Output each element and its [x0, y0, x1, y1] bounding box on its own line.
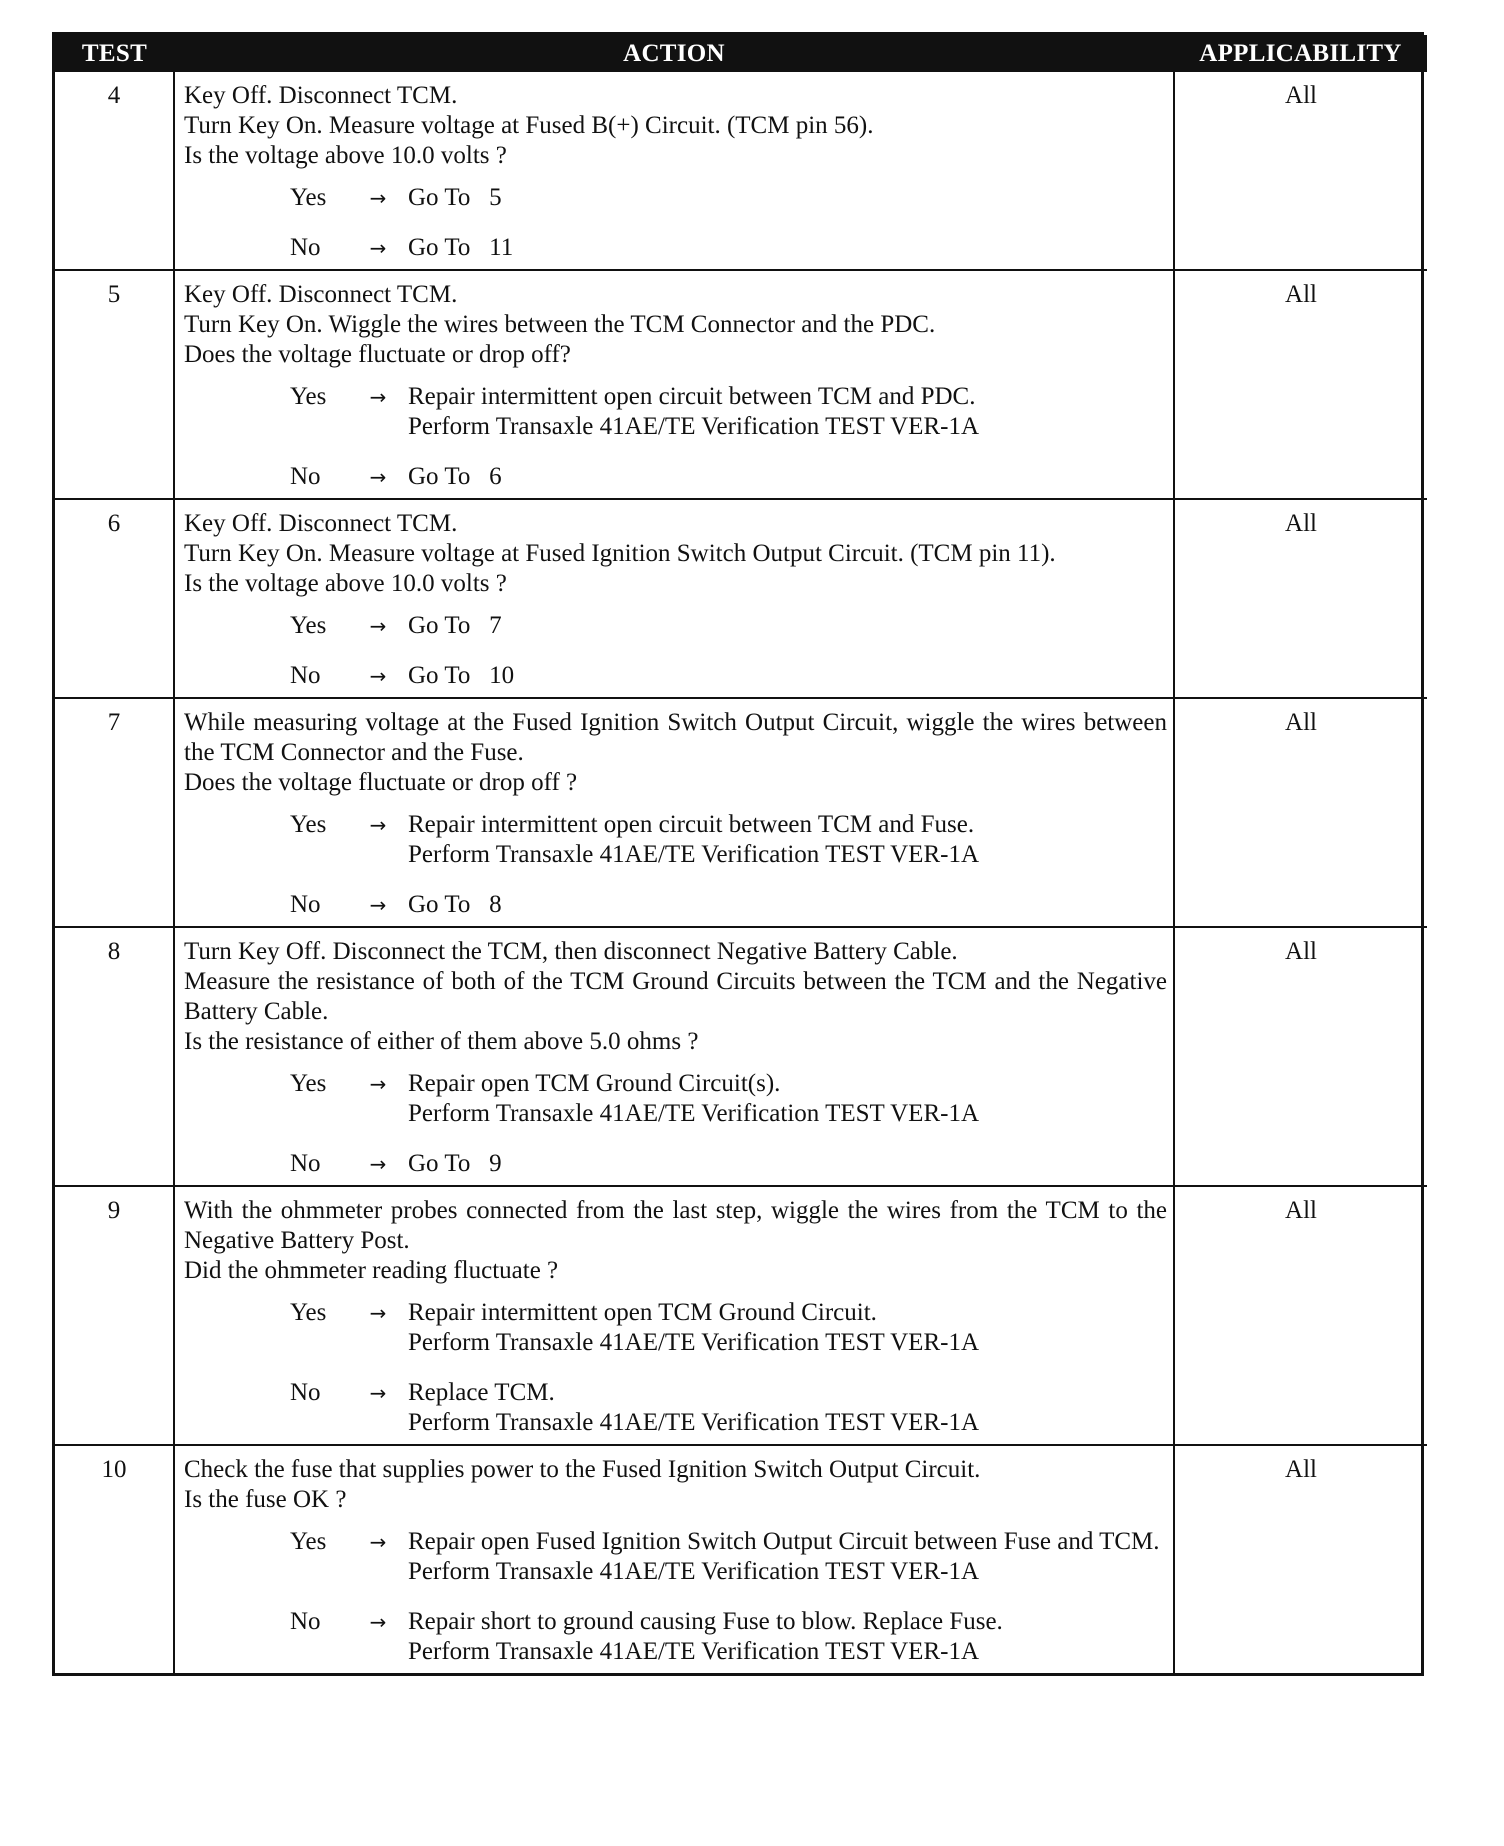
no-result-text	[408, 462, 1167, 492]
no-result-text	[408, 661, 1167, 691]
test-number: 6	[55, 499, 174, 698]
table-row	[55, 698, 1427, 927]
action-text-line: Does the voltage fluctuate or drop off ?	[184, 769, 578, 796]
table-row	[55, 1445, 1427, 1673]
action-text-line: Key Off. Disconnect TCM.	[184, 510, 458, 537]
result-text-line: Go To 10	[408, 662, 515, 689]
no-label: No	[290, 463, 321, 490]
right-arrow-icon: →	[369, 1530, 387, 1554]
no-result-text	[408, 233, 1167, 263]
action-text-line: Turn Key On. Measure voltage at Fused Ignition Switch Output Circuit. (TCM pin 11).	[184, 540, 1056, 567]
result-text-line: Perform Transaxle 41AE/TE Verification TEST VER-1A	[408, 413, 980, 440]
result-branches	[184, 1527, 1167, 1667]
no-label: No	[290, 1379, 321, 1406]
yes-branch	[184, 183, 1167, 213]
no-label: No	[290, 234, 321, 261]
yes-result-text	[408, 183, 1167, 213]
applicability-cell: All	[1174, 1186, 1427, 1445]
no-label: No	[290, 1608, 321, 1635]
result-text-line: Go To 7	[408, 612, 502, 639]
no-branch	[184, 233, 1167, 263]
right-arrow-icon: →	[369, 1381, 387, 1405]
action-cell	[174, 270, 1174, 499]
action-text-line: Key Off. Disconnect TCM.	[184, 281, 458, 308]
result-text-line: Go To 6	[408, 463, 502, 490]
yes-branch	[184, 611, 1167, 641]
table-header-row	[55, 35, 1427, 72]
right-arrow-icon: →	[369, 614, 387, 638]
action-text-line: Turn Key On. Wiggle the wires between the TCM Connector and the PDC.	[184, 311, 936, 338]
action-text-line: Check the fuse that supplies power to the Fused Ignition Switch Output Circuit.	[184, 1456, 981, 1483]
action-text-line: Is the voltage above 10.0 volts ?	[184, 570, 507, 597]
result-text-line: Repair open Fused Ignition Switch Output Circuit between Fuse and TCM.	[408, 1528, 1160, 1555]
result-branches	[184, 810, 1167, 920]
result-branches	[184, 382, 1167, 492]
action-text-line: With the ohmmeter probes connected from the last step, wiggle the wires from the TCM to the Negative Battery Post.	[184, 1197, 1167, 1254]
no-branch	[184, 1378, 1167, 1438]
right-arrow-icon: →	[369, 385, 387, 409]
yes-label: Yes	[290, 1528, 327, 1555]
action-text-line: Is the resistance of either of them above 5.0 ohms ?	[184, 1028, 699, 1055]
right-arrow-icon: →	[369, 186, 387, 210]
table-row	[55, 1186, 1427, 1445]
right-arrow-icon: →	[369, 1072, 387, 1096]
table-row	[55, 927, 1427, 1186]
result-branches	[184, 611, 1167, 691]
yes-label: Yes	[290, 811, 327, 838]
header-test: TEST	[55, 35, 174, 72]
no-result-text	[408, 1149, 1167, 1179]
action-cell	[174, 698, 1174, 927]
yes-branch	[184, 382, 1167, 442]
result-branches	[184, 183, 1167, 263]
applicability-cell: All	[1174, 927, 1427, 1186]
action-text-line: Turn Key On. Measure voltage at Fused B(+) Circuit. (TCM pin 56).	[184, 112, 874, 139]
result-text-line: Go To 5	[408, 184, 502, 211]
result-branches	[184, 1298, 1167, 1438]
yes-branch	[184, 810, 1167, 870]
yes-label: Yes	[290, 1299, 327, 1326]
action-cell	[174, 72, 1174, 270]
no-branch	[184, 1149, 1167, 1179]
right-arrow-icon: →	[369, 664, 387, 688]
yes-result-text	[408, 1069, 1167, 1129]
yes-result-text	[408, 1527, 1167, 1587]
result-text-line: Repair intermittent open TCM Ground Circuit.	[408, 1299, 877, 1326]
right-arrow-icon: →	[369, 893, 387, 917]
test-number: 8	[55, 927, 174, 1186]
yes-branch	[184, 1527, 1167, 1587]
header-applicability: APPLICABILITY	[1174, 35, 1427, 72]
no-branch	[184, 1607, 1167, 1667]
diagnostic-test-table	[55, 35, 1427, 1673]
result-text-line: Perform Transaxle 41AE/TE Verification TEST VER-1A	[408, 1638, 980, 1665]
action-text-line: Does the voltage fluctuate or drop off?	[184, 341, 571, 368]
right-arrow-icon: →	[369, 813, 387, 837]
result-text-line: Perform Transaxle 41AE/TE Verification TEST VER-1A	[408, 1558, 980, 1585]
applicability-cell: All	[1174, 1445, 1427, 1673]
yes-result-text	[408, 382, 1167, 442]
result-text-line: Perform Transaxle 41AE/TE Verification TEST VER-1A	[408, 841, 980, 868]
action-text-line: Measure the resistance of both of the TCM Ground Circuits between the TCM and the Negative Battery Cable.	[184, 968, 1167, 1025]
result-text-line: Go To 11	[408, 234, 514, 261]
result-text-line: Repair intermittent open circuit between TCM and Fuse.	[408, 811, 975, 838]
right-arrow-icon: →	[369, 1610, 387, 1634]
action-text-line: Is the fuse OK ?	[184, 1486, 347, 1513]
result-text-line: Repair open TCM Ground Circuit(s).	[408, 1070, 781, 1097]
result-text-line: Perform Transaxle 41AE/TE Verification TEST VER-1A	[408, 1329, 980, 1356]
action-cell	[174, 1186, 1174, 1445]
no-result-text	[408, 890, 1167, 920]
result-text-line: Repair short to ground causing Fuse to blow. Replace Fuse.	[408, 1608, 1003, 1635]
test-number: 9	[55, 1186, 174, 1445]
no-label: No	[290, 662, 321, 689]
right-arrow-icon: →	[369, 465, 387, 489]
result-text-line: Perform Transaxle 41AE/TE Verification TEST VER-1A	[408, 1409, 980, 1436]
result-text-line: Replace TCM.	[408, 1379, 555, 1406]
yes-result-text	[408, 810, 1167, 870]
yes-label: Yes	[290, 612, 327, 639]
no-label: No	[290, 1150, 321, 1177]
action-cell	[174, 499, 1174, 698]
right-arrow-icon: →	[369, 1301, 387, 1325]
result-branches	[184, 1069, 1167, 1179]
yes-result-text	[408, 1298, 1167, 1358]
yes-result-text	[408, 611, 1167, 641]
test-number: 7	[55, 698, 174, 927]
no-branch	[184, 462, 1167, 492]
action-text-line: Is the voltage above 10.0 volts ?	[184, 142, 507, 169]
action-text-line: Turn Key Off. Disconnect the TCM, then disconnect Negative Battery Cable.	[184, 938, 958, 965]
no-branch	[184, 661, 1167, 691]
result-text-line: Go To 8	[408, 891, 502, 918]
table-row	[55, 72, 1427, 270]
table-body	[55, 72, 1427, 1673]
action-text-line: Key Off. Disconnect TCM.	[184, 82, 458, 109]
result-text-line: Go To 9	[408, 1150, 502, 1177]
yes-label: Yes	[290, 383, 327, 410]
result-text-line: Repair intermittent open circuit between TCM and PDC.	[408, 383, 976, 410]
table-row	[55, 499, 1427, 698]
yes-branch	[184, 1069, 1167, 1129]
applicability-cell: All	[1174, 499, 1427, 698]
applicability-cell: All	[1174, 270, 1427, 499]
action-cell	[174, 1445, 1174, 1673]
yes-branch	[184, 1298, 1167, 1358]
yes-label: Yes	[290, 1070, 327, 1097]
result-text-line: Perform Transaxle 41AE/TE Verification TEST VER-1A	[408, 1100, 980, 1127]
action-text-line: While measuring voltage at the Fused Ignition Switch Output Circuit, wiggle the wires between the TCM Connector and the Fuse.	[184, 709, 1167, 766]
yes-label: Yes	[290, 184, 327, 211]
no-branch	[184, 890, 1167, 920]
right-arrow-icon: →	[369, 236, 387, 260]
test-number: 5	[55, 270, 174, 499]
no-label: No	[290, 891, 321, 918]
diagnostic-procedure-document	[52, 32, 1424, 1676]
no-result-text	[408, 1378, 1167, 1438]
applicability-cell: All	[1174, 698, 1427, 927]
action-cell	[174, 927, 1174, 1186]
table-row	[55, 270, 1427, 499]
action-text-line: Did the ohmmeter reading fluctuate ?	[184, 1257, 559, 1284]
applicability-cell: All	[1285, 82, 1317, 109]
no-result-text	[408, 1607, 1167, 1667]
test-number: 4	[55, 72, 174, 270]
header-action: ACTION	[174, 35, 1174, 72]
test-number: 10	[55, 1445, 174, 1673]
right-arrow-icon: →	[369, 1152, 387, 1176]
